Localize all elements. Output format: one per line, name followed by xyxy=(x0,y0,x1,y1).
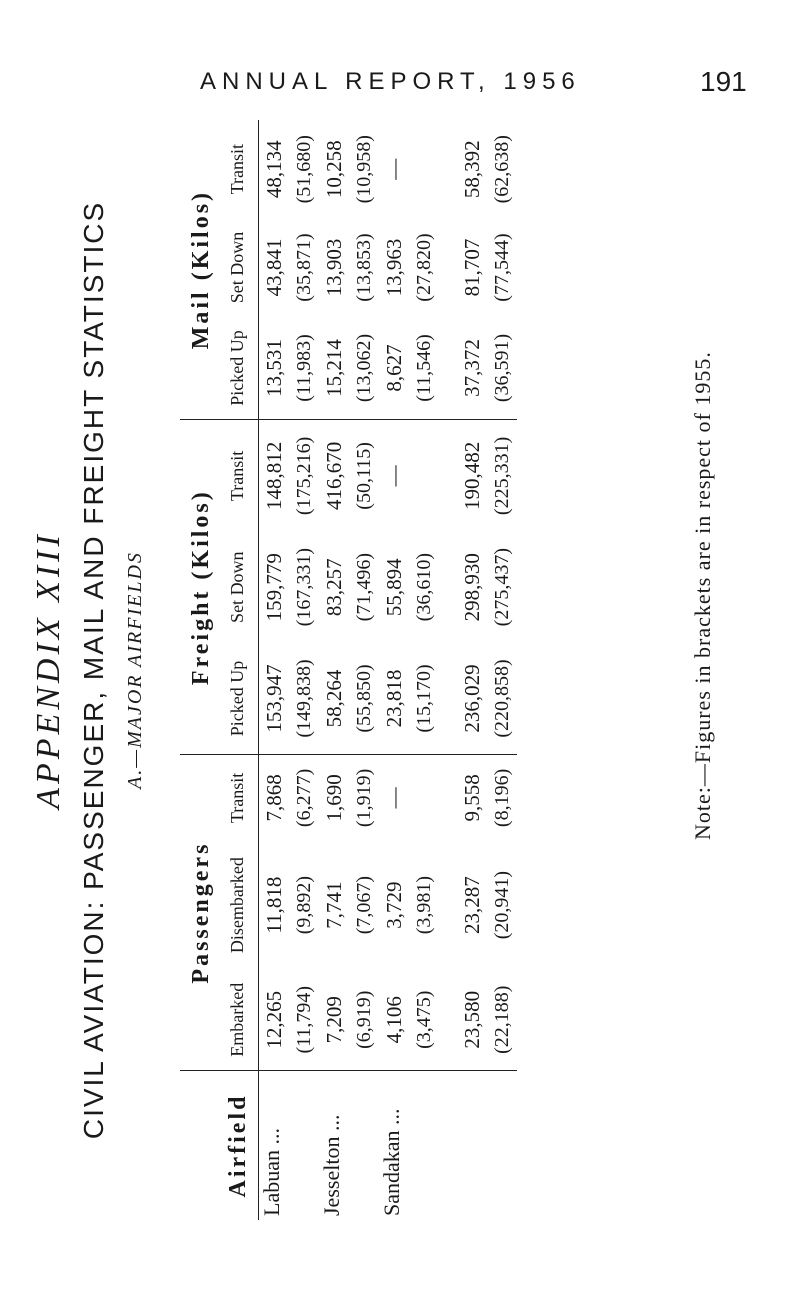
col-disembarked: Disembarked xyxy=(227,857,247,954)
passengers-header: Passengers xyxy=(180,755,221,1071)
cell xyxy=(319,532,379,643)
airfield-name: Jesselton ... xyxy=(319,1071,379,1220)
total-value-1955: (8,196) xyxy=(491,768,513,828)
total-value: 23,287 xyxy=(460,876,484,934)
cell xyxy=(259,643,320,755)
cell xyxy=(319,317,379,420)
column-header-row xyxy=(221,120,259,1220)
airfield-header: Airfield xyxy=(180,1071,259,1220)
footnote: Note:—Figures in brackets are in respect of 1955. xyxy=(690,351,715,840)
table-row xyxy=(319,120,379,1220)
cell xyxy=(439,317,517,420)
cell xyxy=(319,969,379,1070)
value-1955: (3,981) xyxy=(413,875,435,935)
value-1955: (10,958) xyxy=(353,135,375,204)
value: — xyxy=(382,465,406,487)
cell xyxy=(259,218,320,316)
cell xyxy=(439,841,517,970)
cell xyxy=(439,420,517,532)
cell xyxy=(439,532,517,643)
statistics-table xyxy=(180,120,517,1220)
total-value-1955: (77,544) xyxy=(491,233,513,302)
value: 8,627 xyxy=(382,344,406,392)
total-value: 37,372 xyxy=(460,339,484,397)
cell xyxy=(319,120,379,218)
total-value-1955: (225,331) xyxy=(491,436,513,516)
table-title: CIVIL AVIATION: PASSENGER, MAIL AND FREIGHT STATISTICS xyxy=(78,200,109,1140)
appendix-heading: APPENDIX XIII xyxy=(30,531,67,809)
value: 13,963 xyxy=(382,238,406,297)
freight-header: Freight (Kilos) xyxy=(180,420,221,755)
col-freight-set-down: Set Down xyxy=(227,551,247,623)
value: 12,265 xyxy=(262,990,286,1049)
table-row xyxy=(259,120,320,1220)
value-1955: (6,277) xyxy=(293,768,315,828)
cell xyxy=(319,218,379,316)
col-embarked: Embarked xyxy=(227,982,247,1057)
total-value: 81,707 xyxy=(460,238,484,297)
table-row xyxy=(379,120,439,1220)
total-value: 9,558 xyxy=(460,774,484,822)
value-1955: (13,853) xyxy=(353,233,375,302)
total-value-1955: (275,437) xyxy=(491,548,513,627)
value: 48,134 xyxy=(262,140,286,199)
value: 159,779 xyxy=(262,553,286,622)
value: 7,741 xyxy=(322,881,346,929)
rotated-table-area xyxy=(30,120,730,1220)
value: 10,258 xyxy=(322,140,346,199)
cell xyxy=(259,420,320,532)
value-1955: (167,331) xyxy=(293,548,315,627)
cell xyxy=(259,317,320,420)
cell xyxy=(439,120,517,218)
value-1955: (11,794) xyxy=(293,985,315,1054)
cell xyxy=(379,532,439,643)
col-passenger-transit: Transit xyxy=(221,755,259,841)
value-1955: (36,610) xyxy=(413,553,435,622)
total-label-empty xyxy=(439,1071,517,1220)
value-1955: (50,115) xyxy=(353,442,375,510)
airfield-name: Labuan ... xyxy=(259,1071,320,1220)
value-1955: (35,871) xyxy=(293,233,315,302)
table-subtitle: A.—MAJOR AIRFIELDS xyxy=(124,551,146,789)
cell xyxy=(319,755,379,841)
cell xyxy=(379,420,439,532)
value-1955: (11,546) xyxy=(413,334,435,402)
value: 23,818 xyxy=(382,669,406,728)
cell xyxy=(259,755,320,841)
cell xyxy=(259,120,320,218)
value: — xyxy=(382,787,406,809)
total-value: 236,029 xyxy=(460,664,484,733)
group-header-row xyxy=(180,120,221,1220)
cell xyxy=(439,969,517,1070)
running-head: ANNUAL REPORT, 1956 xyxy=(200,68,581,95)
col-freight-transit: Transit xyxy=(221,420,259,532)
page-number: 191 xyxy=(700,66,747,97)
value: 43,841 xyxy=(262,238,286,297)
airfield-name: Sandakan ... xyxy=(379,1071,439,1220)
cell xyxy=(439,643,517,755)
value-1955: (7,067) xyxy=(353,875,375,935)
total-value: 298,930 xyxy=(460,553,484,622)
total-value-1955: (20,941) xyxy=(491,870,513,940)
cell xyxy=(379,317,439,420)
total-value-1955: (36,591) xyxy=(491,333,513,403)
value-1955: (11,983) xyxy=(293,334,315,402)
cell xyxy=(319,841,379,970)
total-value: 58,392 xyxy=(460,140,484,199)
col-freight-picked-up: Picked Up xyxy=(227,660,247,737)
value-1955: (13,062) xyxy=(353,333,375,403)
mail-header: Mail (Kilos) xyxy=(188,189,214,350)
value: 7,868 xyxy=(262,774,286,822)
total-row xyxy=(439,120,517,1220)
cell xyxy=(319,643,379,755)
cell xyxy=(379,841,439,970)
cell xyxy=(379,120,439,218)
value: — xyxy=(382,158,406,180)
value-1955: (55,850) xyxy=(353,664,375,733)
total-value-1955: (220,858) xyxy=(491,659,513,738)
value: 13,531 xyxy=(262,339,286,397)
value: 58,264 xyxy=(322,669,346,728)
value-1955: (27,820) xyxy=(413,233,435,302)
total-value: 23,580 xyxy=(460,990,484,1049)
value-1955: (149,838) xyxy=(293,659,315,738)
cell xyxy=(319,420,379,532)
cell xyxy=(259,969,320,1070)
cell xyxy=(259,532,320,643)
value-1955: (6,919) xyxy=(353,990,375,1049)
value: 4,106 xyxy=(382,996,406,1044)
total-value: 190,482 xyxy=(460,441,484,511)
value-1955: (51,680) xyxy=(293,135,315,204)
value-1955: (1,919) xyxy=(353,768,375,828)
value: 1,690 xyxy=(322,774,346,822)
value-1955: (175,216) xyxy=(293,436,315,516)
cell xyxy=(379,643,439,755)
value-1955: (71,496) xyxy=(353,553,375,622)
value: 3,729 xyxy=(382,881,406,929)
value: 11,818 xyxy=(262,876,286,934)
cell xyxy=(259,841,320,970)
value-1955: (15,170) xyxy=(413,664,435,733)
value: 13,903 xyxy=(322,238,346,297)
col-mail-picked-up: Picked Up xyxy=(227,330,247,406)
value: 55,894 xyxy=(382,558,406,617)
total-value-1955: (62,638) xyxy=(491,135,513,204)
cell xyxy=(379,969,439,1070)
col-mail-transit: Transit xyxy=(227,144,247,195)
cell xyxy=(379,755,439,841)
value-1955: (3,475) xyxy=(413,990,435,1049)
value: 416,670 xyxy=(322,441,346,511)
value: 7,209 xyxy=(322,996,346,1044)
cell xyxy=(439,218,517,316)
col-mail-set-down: Set Down xyxy=(227,231,247,304)
cell xyxy=(439,755,517,841)
value: 83,257 xyxy=(322,558,346,617)
total-value-1955: (22,188) xyxy=(491,985,513,1054)
value: 15,214 xyxy=(322,339,346,397)
value-1955: (9,892) xyxy=(293,875,315,935)
cell xyxy=(379,218,439,316)
value: 153,947 xyxy=(262,664,286,733)
value: 148,812 xyxy=(262,441,286,511)
